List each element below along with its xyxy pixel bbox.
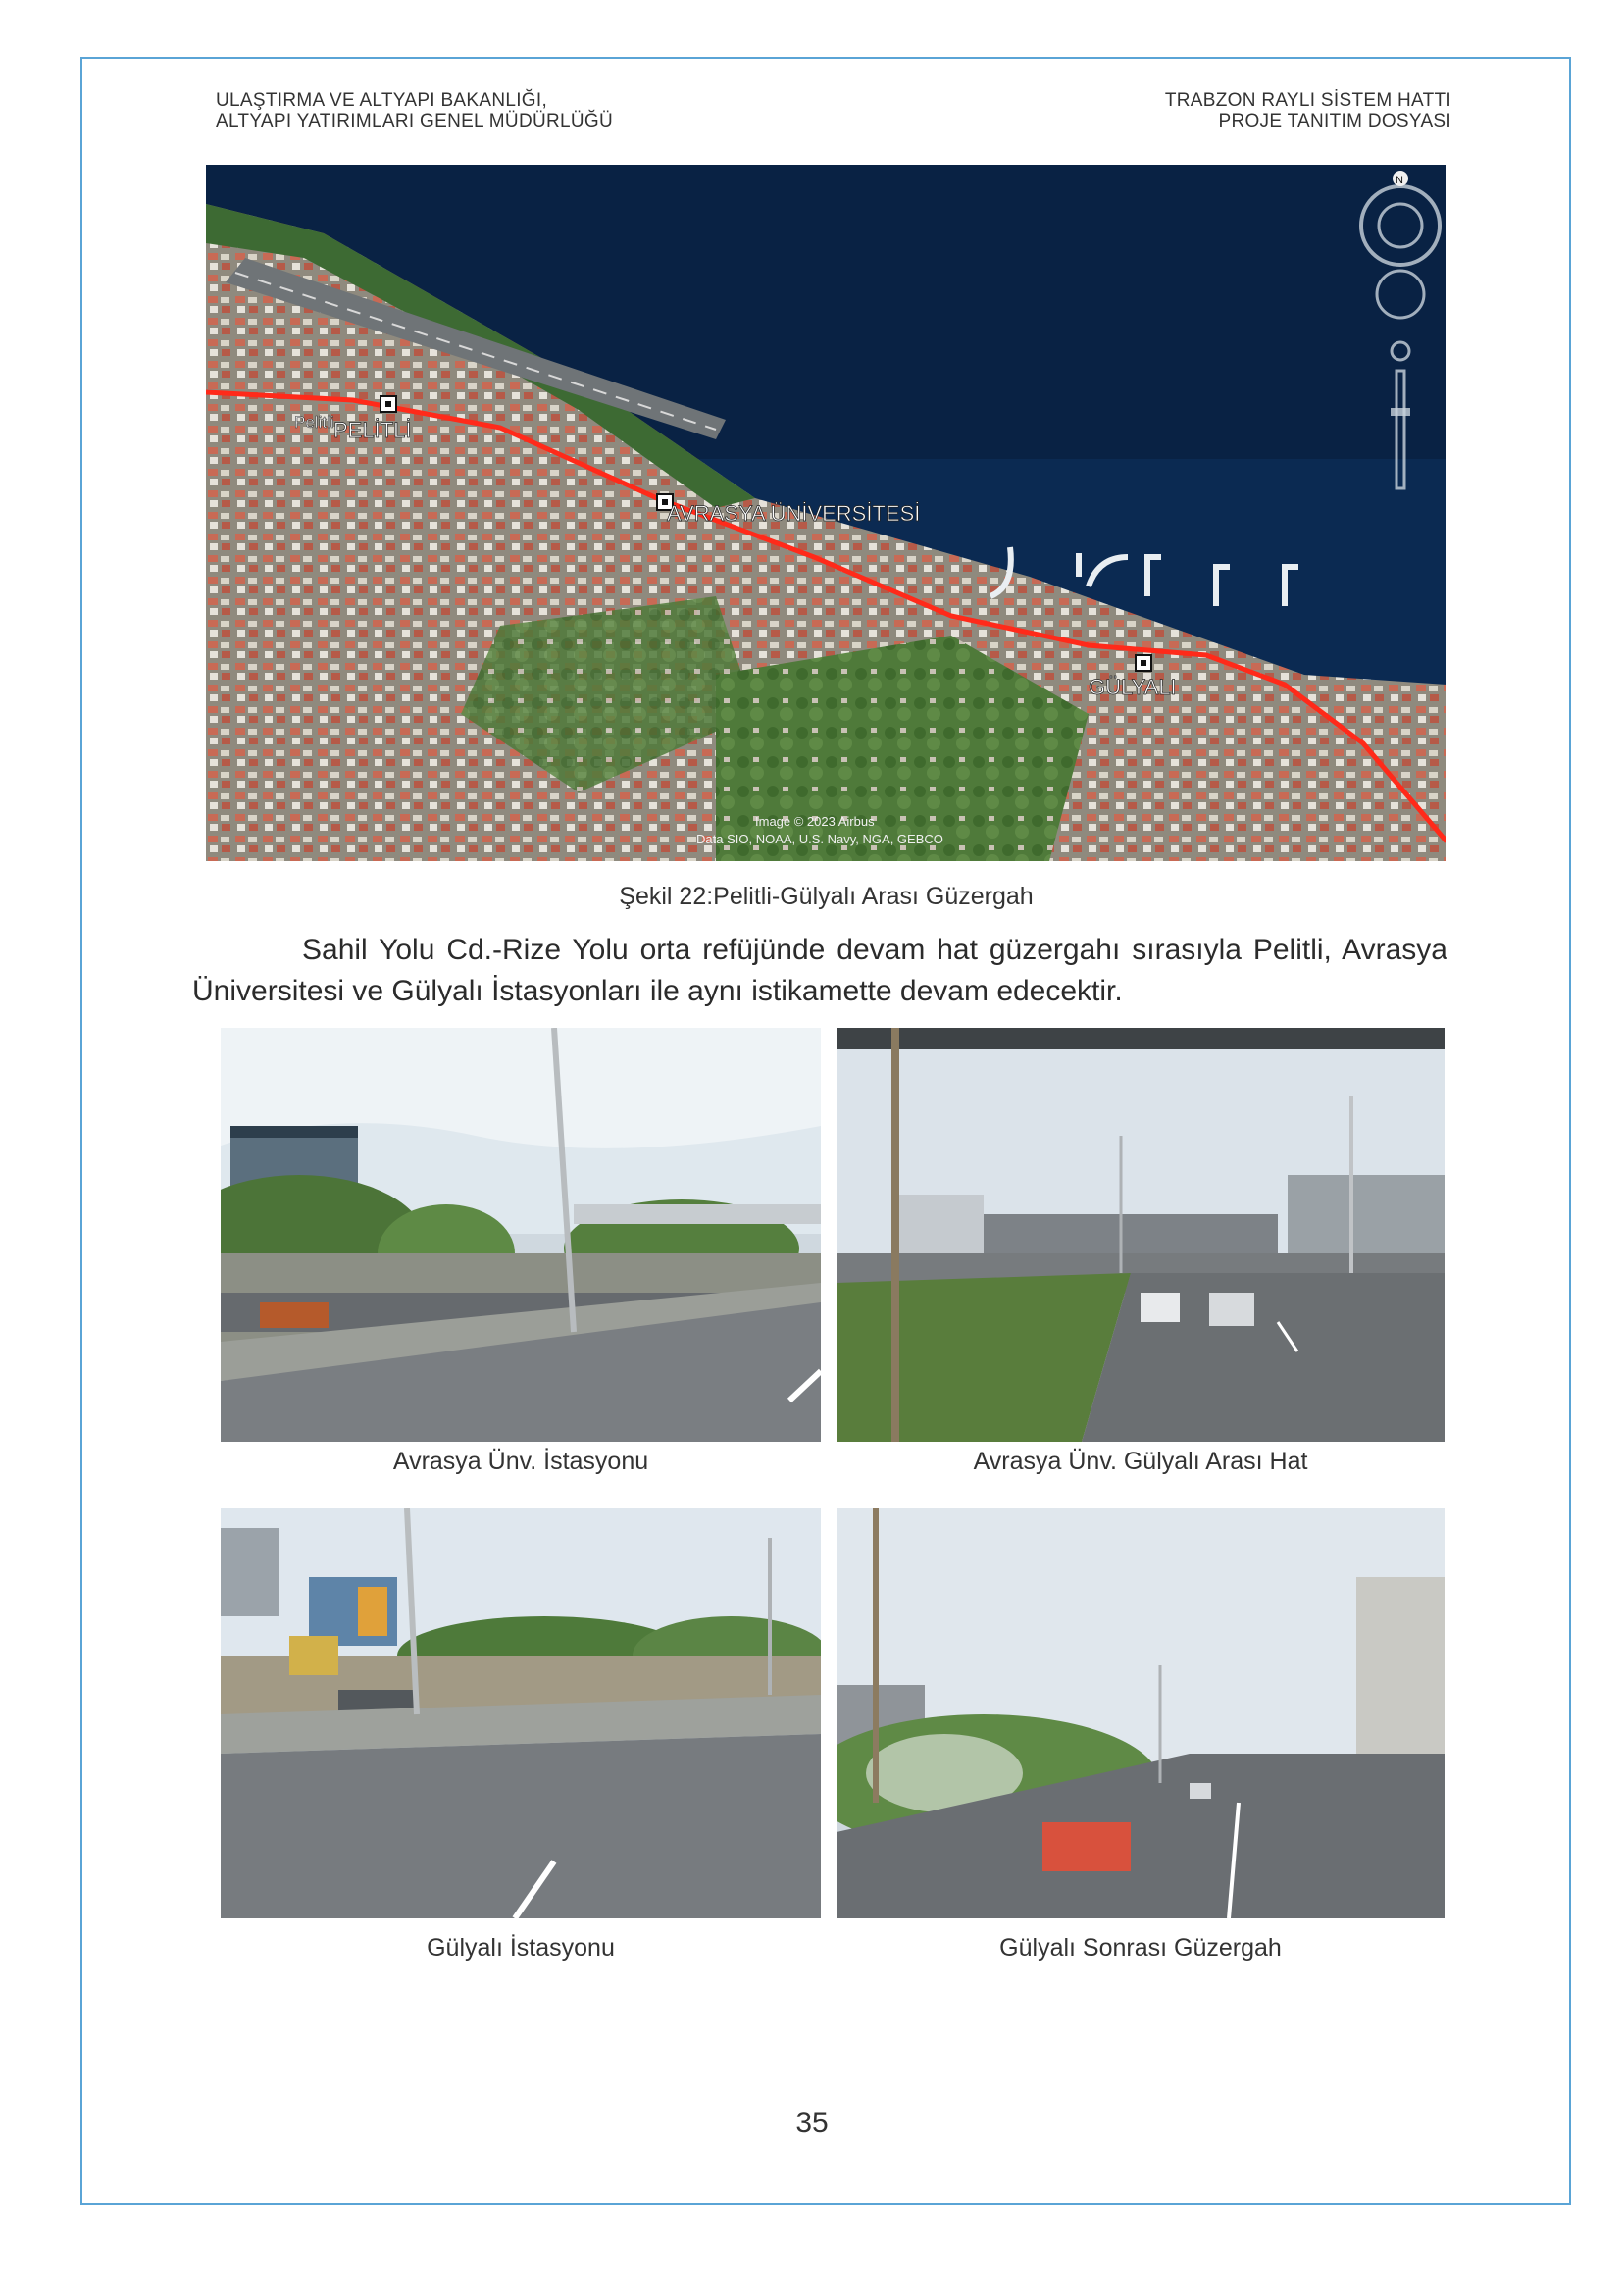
header-ministry-line2: ALTYAPI YATIRIMLARI GENEL MÜDÜRLÜĞÜ (216, 111, 614, 131)
town-label: Pelitli (294, 413, 334, 432)
label-gulyali: GÜLYALI (1089, 675, 1177, 699)
station-marker-pelitli (381, 396, 396, 412)
label-pelitli: PELİTLİ (333, 418, 412, 442)
header-project (1165, 90, 1451, 131)
figure-caption: Şekil 22:Pelitli-Gülyalı Arası Güzergah (619, 883, 1034, 910)
photo-avrasya-station (221, 1028, 821, 1442)
header-ministry (216, 90, 613, 131)
header-ministry-line1: ULAŞTIRMA VE ALTYAPI BAKANLIĞI, (216, 90, 548, 111)
satellite-map (206, 165, 1446, 861)
photo-caption-4: Gülyalı Sonrası Güzergah (999, 1934, 1282, 1962)
photo-caption-1: Avrasya Ünv. İstasyonu (392, 1448, 649, 1475)
page-number: 35 (795, 2107, 829, 2139)
photo-caption-3: Gülyalı İstasyonu (427, 1934, 615, 1962)
body-paragraph-text: Sahil Yolu Cd.-Rize Yolu orta refüjünde devam hat güzergahı sırasıyla Pelitli, Avrasya Üniversitesi ve Gülyalı İstasyonları ile aynı istikamette devam edecektir. (192, 934, 1447, 1007)
photo-after-gulyali-route (837, 1508, 1445, 1918)
compass-north-label: N (1396, 175, 1403, 186)
station-marker-gulyali (1136, 655, 1151, 671)
photo-gulyali-station (221, 1508, 821, 1918)
photo-avrasya-gulyali-line (837, 1028, 1445, 1442)
body-paragraph (192, 930, 1447, 1012)
map-attribution-1: Image © 2023 Airbus (755, 814, 875, 829)
label-avrasya: AVRASYA ÜNİVERSİTESİ (667, 501, 921, 526)
header-project-line1: TRABZON RAYLI SİSTEM HATTI (1164, 90, 1451, 111)
satellite-map-graphic (206, 165, 1446, 861)
map-attribution-2: Data SIO, NOAA, U.S. Navy, NGA, GEBCO (696, 832, 943, 846)
header-project-line2: PROJE TANITIM DOSYASI (1218, 111, 1451, 131)
photo-caption-2: Avrasya Ünv. Gülyalı Arası Hat (973, 1448, 1308, 1475)
